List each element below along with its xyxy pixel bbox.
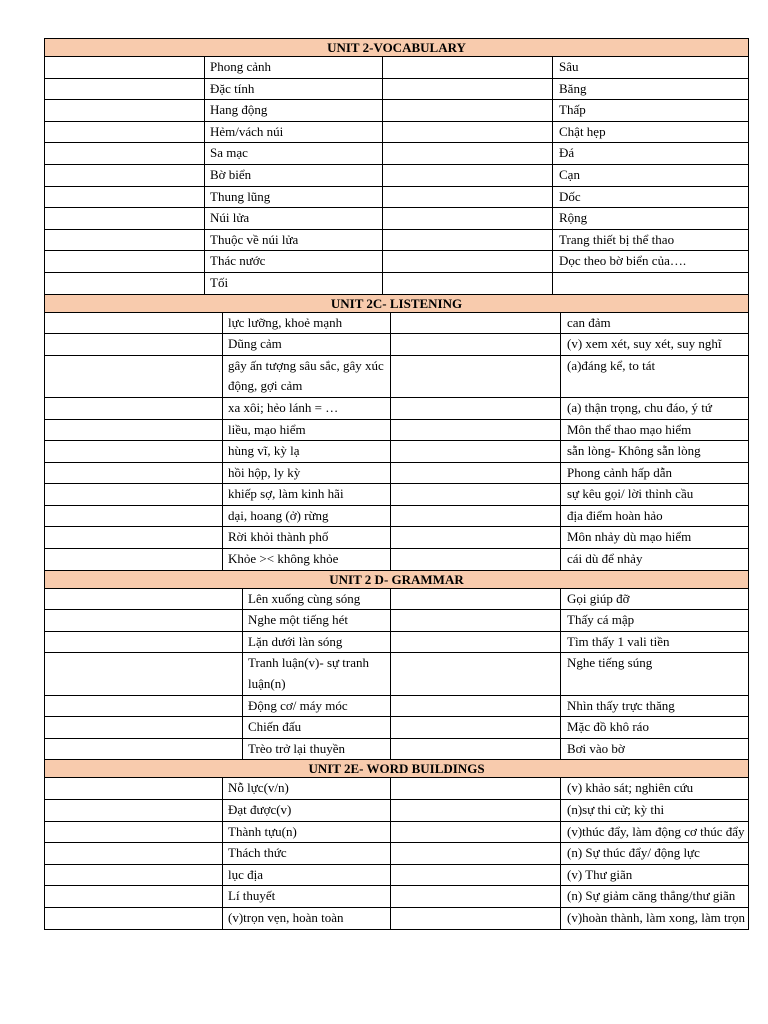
table-cell xyxy=(391,864,561,886)
table-cell xyxy=(391,588,561,610)
section-header: UNIT 2C- LISTENING xyxy=(45,294,749,312)
table-cell: (n)sự thi cử; kỳ thi xyxy=(561,800,749,822)
table-cell: (n) Sự thúc đẩy/ động lực xyxy=(561,843,749,865)
table-cell xyxy=(391,800,561,822)
table-cell xyxy=(45,631,243,653)
table-row xyxy=(45,588,749,610)
table-cell: liều, mạo hiểm xyxy=(223,419,391,441)
table-cell xyxy=(45,312,223,334)
table-cell: Gọi giúp đỡ xyxy=(561,588,749,610)
table-cell: dại, hoang (ở) rừng xyxy=(223,505,391,527)
table-row xyxy=(45,229,749,251)
section-header: UNIT 2 D- GRAMMAR xyxy=(45,570,749,588)
table-cell: Dọc theo bờ biển của…. xyxy=(553,251,749,273)
table-cell xyxy=(45,588,243,610)
table-row xyxy=(45,778,749,800)
table-cell: hồi hộp, ly kỳ xyxy=(223,462,391,484)
table-row xyxy=(45,397,749,419)
table-cell: Tối xyxy=(205,272,383,294)
table-cell: Dũng cảm xyxy=(223,334,391,356)
table-row xyxy=(45,419,749,441)
table-cell: (n) Sự giảm căng thẳng/thư giãn xyxy=(561,886,749,908)
table-cell xyxy=(391,334,561,356)
table-cell: gây ấn tượng sâu sắc, gây xúc động, gợi cảm xyxy=(223,355,391,397)
table-cell xyxy=(45,717,243,739)
table-cell xyxy=(391,527,561,549)
table-cell: (v)hoàn thành, làm xong, làm trọn xyxy=(561,907,749,929)
section-table xyxy=(44,570,749,761)
table-cell xyxy=(383,78,553,100)
table-cell: Môn nhảy dù mạo hiểm xyxy=(561,527,749,549)
table-row xyxy=(45,505,749,527)
table-cell xyxy=(45,821,223,843)
table-cell xyxy=(391,419,561,441)
table-cell xyxy=(45,843,223,865)
table-row xyxy=(45,886,749,908)
table-cell xyxy=(45,653,243,695)
table-cell: Thuộc về núi lửa xyxy=(205,229,383,251)
table-cell: Lên xuống cùng sóng xyxy=(243,588,391,610)
table-cell xyxy=(45,441,223,463)
table-cell: Thấy cá mập xyxy=(561,610,749,632)
table-cell xyxy=(45,143,205,165)
table-cell: Thành tựu(n) xyxy=(223,821,391,843)
table-cell xyxy=(391,631,561,653)
table-row xyxy=(45,653,749,695)
table-cell xyxy=(383,208,553,230)
table-cell xyxy=(45,610,243,632)
table-cell xyxy=(391,738,561,760)
table-cell xyxy=(45,505,223,527)
table-cell xyxy=(383,57,553,79)
table-cell: sẵn lòng- Không sẵn lòng xyxy=(561,441,749,463)
section-table xyxy=(44,759,749,929)
table-cell: địa điểm hoàn hảo xyxy=(561,505,749,527)
table-cell: lục địa xyxy=(223,864,391,886)
table-cell: Trèo trở lại thuyền xyxy=(243,738,391,760)
table-cell xyxy=(391,484,561,506)
table-row xyxy=(45,549,749,571)
table-cell: Mặc đồ khô ráo xyxy=(561,717,749,739)
section-header: UNIT 2E- WORD BUILDINGS xyxy=(45,760,749,778)
table-row xyxy=(45,355,749,397)
table-cell xyxy=(383,164,553,186)
table-row xyxy=(45,484,749,506)
table-row xyxy=(45,186,749,208)
table-cell xyxy=(391,397,561,419)
table-cell xyxy=(391,610,561,632)
table-cell: xa xôi; hẻo lánh = … xyxy=(223,397,391,419)
table-row xyxy=(45,631,749,653)
table-cell xyxy=(391,462,561,484)
table-cell: Cạn xyxy=(553,164,749,186)
table-cell: Sa mạc xyxy=(205,143,383,165)
table-row xyxy=(45,738,749,760)
table-cell: Bờ biển xyxy=(205,164,383,186)
table-cell: (v)thúc đẩy, làm động cơ thúc đẩy xyxy=(561,821,749,843)
table-cell xyxy=(45,251,205,273)
table-cell xyxy=(45,527,223,549)
table-cell xyxy=(45,549,223,571)
table-row xyxy=(45,312,749,334)
table-cell: Nghe một tiếng hét xyxy=(243,610,391,632)
table-row xyxy=(45,843,749,865)
table-cell: Nhìn thấy trực thăng xyxy=(561,695,749,717)
table-row xyxy=(45,272,749,294)
table-cell: (v) xem xét, suy xét, suy nghĩ xyxy=(561,334,749,356)
table-cell: Phong cảnh xyxy=(205,57,383,79)
table-row xyxy=(45,527,749,549)
table-cell: Trang thiết bị thể thao xyxy=(553,229,749,251)
table-cell xyxy=(45,484,223,506)
table-cell: Chật hẹp xyxy=(553,121,749,143)
table-row xyxy=(45,251,749,273)
table-cell xyxy=(45,462,223,484)
table-cell: Núi lửa xyxy=(205,208,383,230)
table-cell: Hẻm/vách núi xyxy=(205,121,383,143)
table-cell: Thác nước xyxy=(205,251,383,273)
table-row xyxy=(45,610,749,632)
table-cell xyxy=(383,229,553,251)
table-cell: Rời khỏi thành phố xyxy=(223,527,391,549)
table-row xyxy=(45,821,749,843)
table-cell: Lí thuyết xyxy=(223,886,391,908)
table-cell: Bơi vào bờ xyxy=(561,738,749,760)
table-cell: Băng xyxy=(553,78,749,100)
table-cell: Dốc xyxy=(553,186,749,208)
table-row xyxy=(45,907,749,929)
section-table xyxy=(44,294,749,571)
table-cell: Đá xyxy=(553,143,749,165)
table-cell xyxy=(391,312,561,334)
table-cell: lực lưỡng, khoẻ mạnh xyxy=(223,312,391,334)
table-cell xyxy=(45,778,223,800)
table-cell xyxy=(45,208,205,230)
table-cell: Đặc tính xyxy=(205,78,383,100)
table-row xyxy=(45,864,749,886)
table-row xyxy=(45,57,749,79)
table-cell xyxy=(391,441,561,463)
table-cell: Khỏe >< không khỏe xyxy=(223,549,391,571)
table-cell: Phong cảnh hấp dẫn xyxy=(561,462,749,484)
table-row xyxy=(45,143,749,165)
table-cell: Sâu xyxy=(553,57,749,79)
table-row xyxy=(45,441,749,463)
table-cell: Thấp xyxy=(553,100,749,122)
table-cell: sự kêu gọi/ lời thỉnh cầu xyxy=(561,484,749,506)
table-row xyxy=(45,121,749,143)
table-cell: Chiến đấu xyxy=(243,717,391,739)
table-cell: Rộng xyxy=(553,208,749,230)
table-cell: hùng vĩ, kỳ lạ xyxy=(223,441,391,463)
table-cell xyxy=(553,272,749,294)
table-cell: Tranh luận(v)- sự tranh luận(n) xyxy=(243,653,391,695)
table-cell: Lặn dưới làn sóng xyxy=(243,631,391,653)
table-cell: Đạt được(v) xyxy=(223,800,391,822)
table-cell xyxy=(391,355,561,397)
table-cell xyxy=(391,907,561,929)
table-cell xyxy=(45,121,205,143)
table-cell: Động cơ/ máy móc xyxy=(243,695,391,717)
table-cell: (v) Thư giãn xyxy=(561,864,749,886)
table-cell: Thách thức xyxy=(223,843,391,865)
table-row xyxy=(45,208,749,230)
table-cell xyxy=(383,100,553,122)
table-cell: khiếp sợ, làm kinh hãi xyxy=(223,484,391,506)
table-cell xyxy=(391,717,561,739)
table-row xyxy=(45,164,749,186)
table-cell xyxy=(45,100,205,122)
table-cell xyxy=(383,143,553,165)
table-cell: Môn thể thao mạo hiểm xyxy=(561,419,749,441)
table-cell xyxy=(45,164,205,186)
table-cell: Nghe tiếng súng xyxy=(561,653,749,695)
table-cell: Thung lũng xyxy=(205,186,383,208)
table-cell xyxy=(45,886,223,908)
table-cell xyxy=(45,57,205,79)
table-cell xyxy=(45,864,223,886)
table-cell xyxy=(45,334,223,356)
table-cell: Tìm thấy 1 vali tiền xyxy=(561,631,749,653)
table-cell xyxy=(391,653,561,695)
table-cell xyxy=(391,843,561,865)
table-row xyxy=(45,800,749,822)
table-row xyxy=(45,462,749,484)
table-cell xyxy=(45,186,205,208)
table-cell xyxy=(45,272,205,294)
table-cell xyxy=(383,251,553,273)
section-table xyxy=(44,38,749,295)
table-cell: (v) khảo sát; nghiên cứu xyxy=(561,778,749,800)
table-cell xyxy=(45,397,223,419)
table-cell xyxy=(391,778,561,800)
table-cell: (a) thận trọng, chu đáo, ý tứ xyxy=(561,397,749,419)
table-row xyxy=(45,100,749,122)
table-cell xyxy=(45,419,223,441)
section-header: UNIT 2-VOCABULARY xyxy=(45,39,749,57)
table-cell xyxy=(45,695,243,717)
table-cell xyxy=(391,821,561,843)
table-cell xyxy=(45,229,205,251)
table-cell xyxy=(383,121,553,143)
table-row xyxy=(45,695,749,717)
table-cell: Nỗ lực(v/n) xyxy=(223,778,391,800)
table-cell: (v)trọn vẹn, hoàn toàn xyxy=(223,907,391,929)
table-cell xyxy=(391,695,561,717)
table-cell: (a)đáng kể, to tát xyxy=(561,355,749,397)
vocabulary-sheet xyxy=(44,38,748,930)
table-cell xyxy=(45,800,223,822)
table-cell: Hang động xyxy=(205,100,383,122)
table-cell: cái dù để nhảy xyxy=(561,549,749,571)
table-cell xyxy=(383,186,553,208)
table-cell xyxy=(391,549,561,571)
table-row xyxy=(45,78,749,100)
table-cell xyxy=(45,78,205,100)
table-cell: can đảm xyxy=(561,312,749,334)
table-row xyxy=(45,717,749,739)
table-cell xyxy=(383,272,553,294)
table-row xyxy=(45,334,749,356)
table-cell xyxy=(391,505,561,527)
table-cell xyxy=(45,907,223,929)
table-cell xyxy=(45,355,223,397)
table-cell xyxy=(45,738,243,760)
table-cell xyxy=(391,886,561,908)
